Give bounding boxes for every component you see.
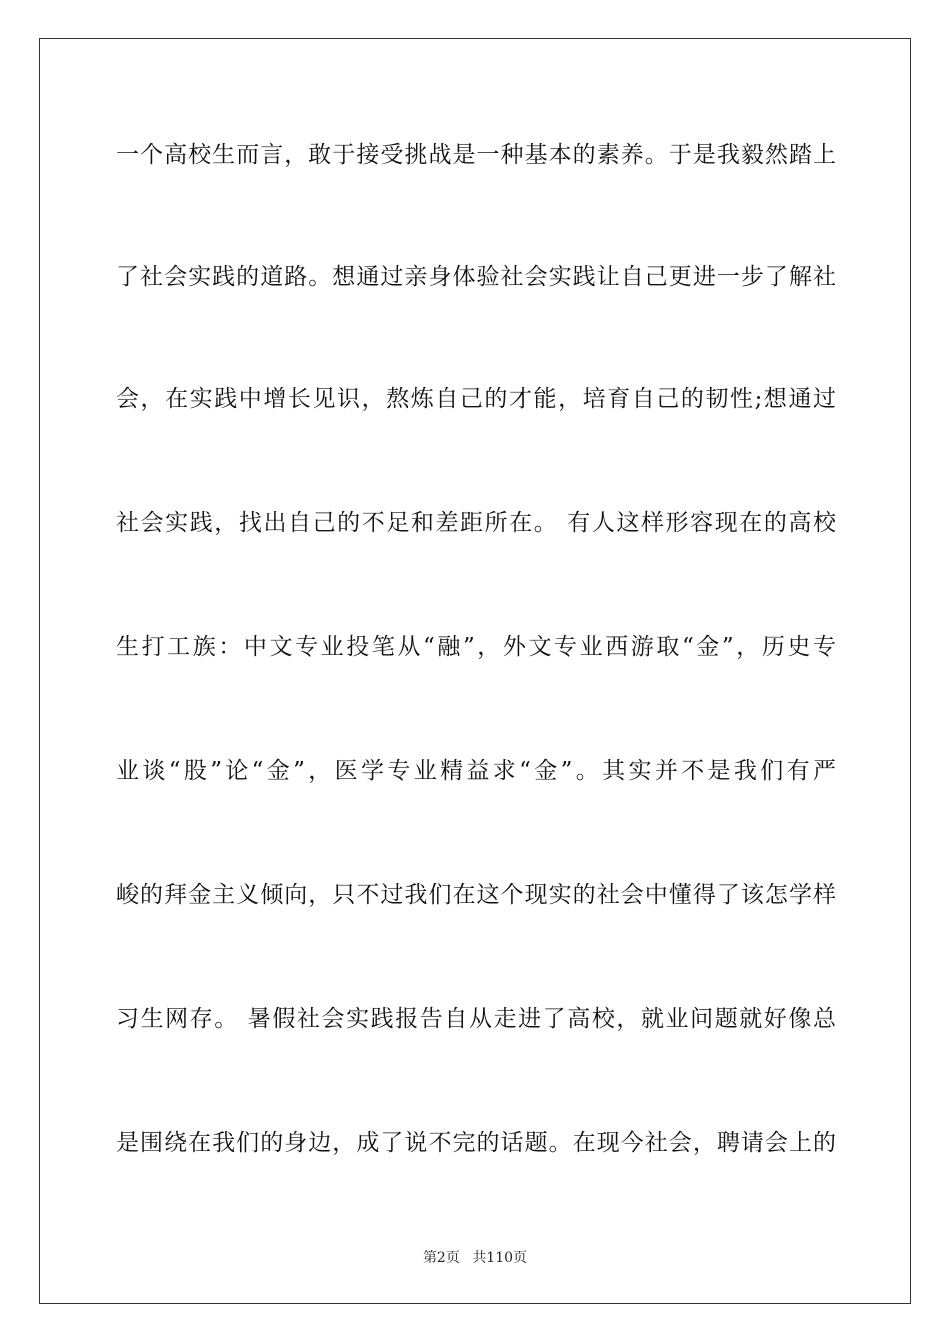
page-border: [39, 38, 911, 1304]
body-line-3: 会，在实践中增长见识，熬炼自己的才能，培育自己的韧性;想通过: [116, 386, 836, 412]
body-line-4: 社会实践，找出自己的不足和差距所在。 有人这样形容现在的高校: [116, 510, 836, 536]
body-line-6: 业谈“股”论“金”，医学专业精益求“金”。其实并不是我们有严: [116, 758, 836, 784]
body-line-9: 是围绕在我们的身边，成了说不完的话题。在现今社会，聘请会上的: [116, 1130, 836, 1156]
page-number: 第2页: [422, 1250, 460, 1266]
body-line-2: 了社会实践的道路。想通过亲身体验社会实践让自己更进一步了解社: [116, 264, 836, 290]
page-footer: [0, 1247, 950, 1267]
page-total: 共110页: [472, 1250, 528, 1266]
body-line-7: 峻的拜金主义倾向，只不过我们在这个现实的社会中懂得了该怎学样: [116, 882, 836, 908]
body-line-8: 习生网存。 暑假社会实践报告自从走进了高校，就业问题就好像总: [116, 1006, 836, 1032]
body-line-5: 生打工族：中文专业投笔从“融”，外文专业西游取“金”，历史专: [116, 634, 836, 660]
body-line-1: 一个高校生而言，敢于接受挑战是一种基本的素养。于是我毅然踏上: [116, 142, 836, 168]
